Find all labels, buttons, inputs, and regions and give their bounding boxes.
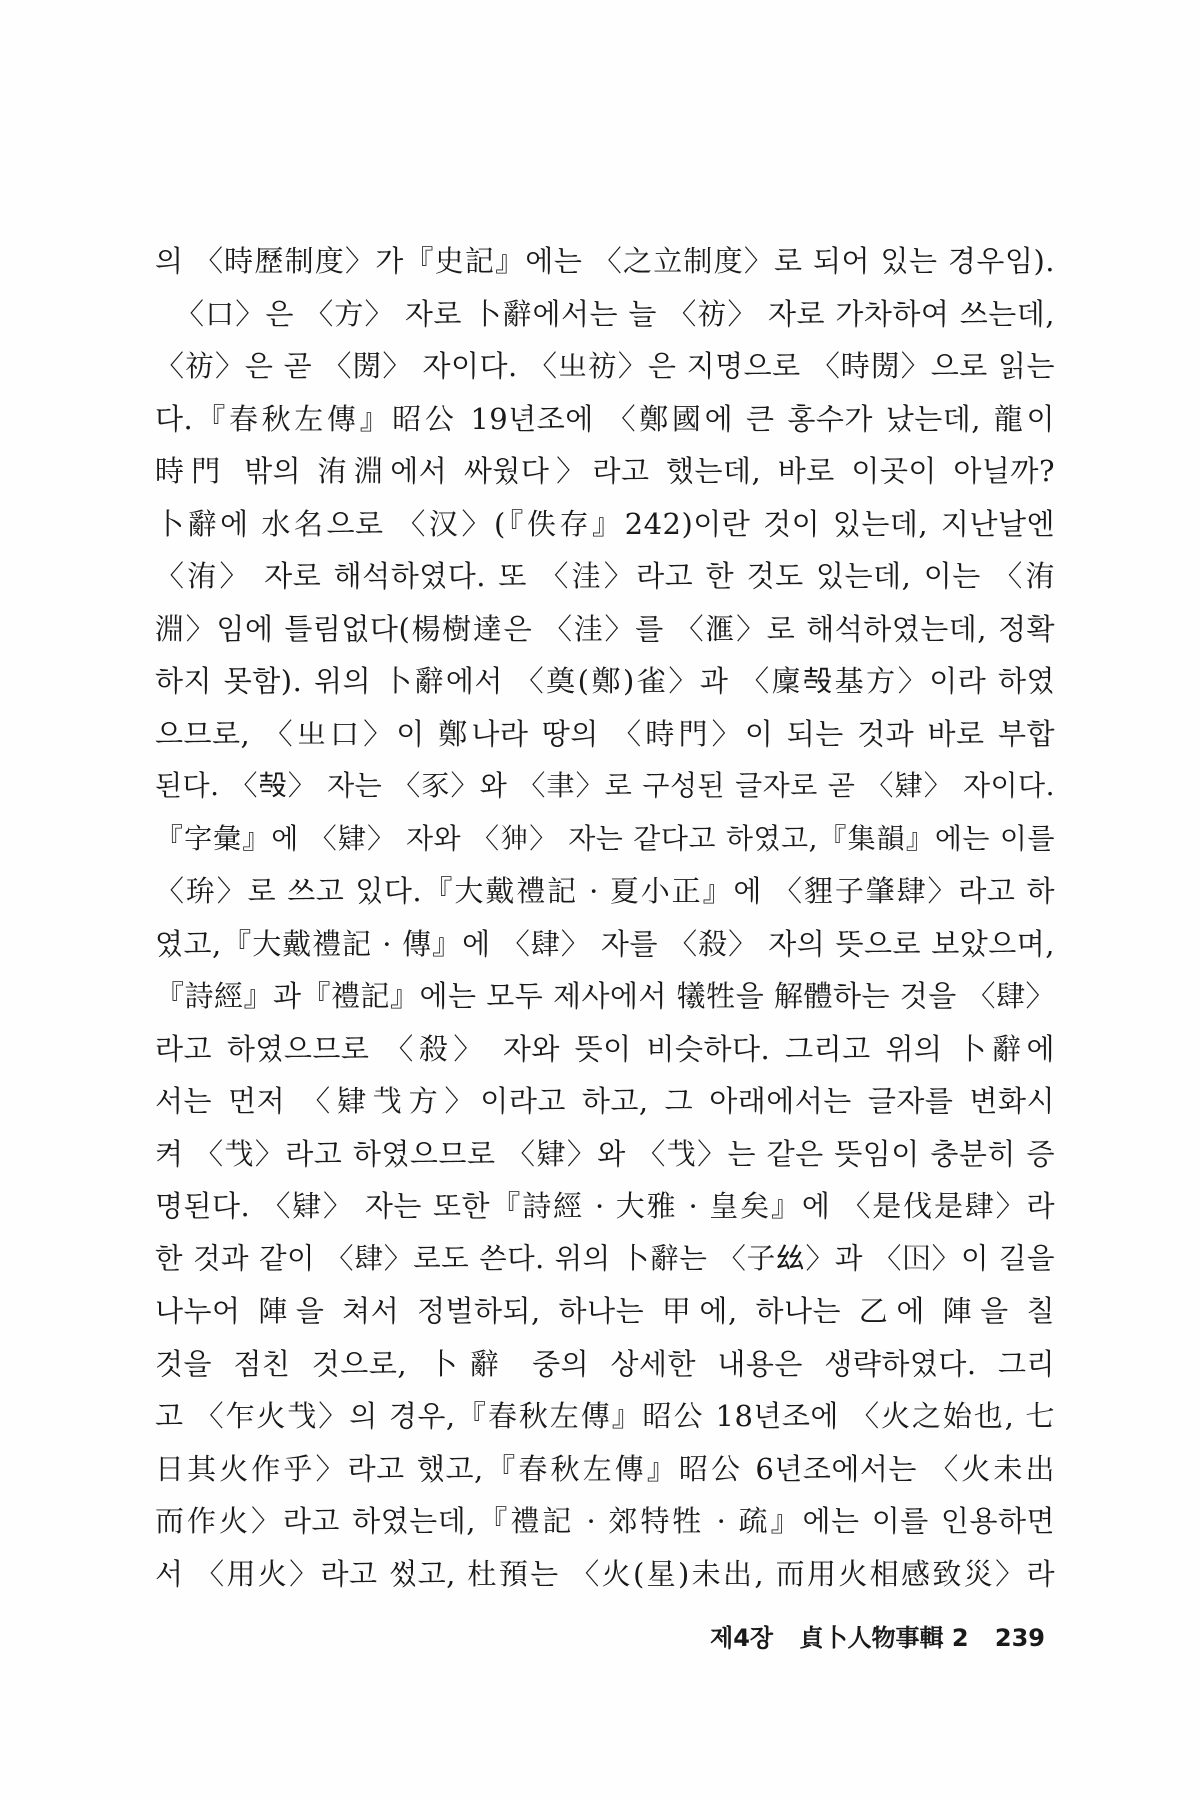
text-line: 하지 못함). 위의 卜辭에서 〈奠(鄭)雀〉과 〈廩𣪊基方〉이라 하였 [155,664,1055,698]
chapter-label: 제4장 [710,1624,774,1652]
text-line: 〈祊〉은 곧 〈閍〉 자이다. 〈㞢祊〉은 지명으로 〈時閍〉으로 읽는 [155,349,1055,383]
text-line: 다.『春秋左傳』昭公 19년조에 〈鄭國에 큰 홍수가 났는데, 龍이 [155,401,1055,436]
text-line: 것을 점친 것으로, 卜辭 중의 상세한 내용은 생략하였다. 그리 [155,1346,1055,1381]
text-line: 서는 먼저 〈肄𢦏方〉이라고 하고, 그 아래에서는 글자를 변화시 [155,1084,1055,1118]
text-line: 의 〈時歷制度〉가『史記』에는 〈之立制度〉로 되어 있는 경우임). [155,244,1055,278]
text-line: 였고,『大戴禮記 · 傳』에 〈肆〉 자를 〈殺〉 자의 뜻으로 보았으며, [155,926,1055,961]
text-line: 된다. 〈𣪊〉 자는 〈豕〉와 〈聿〉로 구성된 글자로 곧 〈肄〉 자이다. [155,769,1055,802]
text-line: 淵〉임에 틀림없다(楊樹達은 〈洼〉를 〈滙〉로 해석하였는데, 정확 [155,611,1055,646]
text-line: 〈口〉은 〈方〉 자로 卜辭에서는 늘 〈祊〉 자로 가차하여 쓰는데, [175,296,1055,331]
text-line: 〈㺹〉로 쓰고 있다.『大戴禮記 · 夏小正』에 〈貍子肇肆〉라고 하 [155,874,1055,908]
page-number: 239 [994,1624,1045,1652]
text-line: 〈洧〉 자로 해석하였다. 또 〈洼〉라고 한 것도 있는데, 이는 〈洧 [155,559,1055,593]
text-line: 고 〈乍火𢦏〉의 경우,『春秋左傳』昭公 18년조에 〈火之始也, 七 [155,1399,1055,1433]
text-line: 명된다. 〈肄〉 자는 또한『詩經 · 大雅 · 皇矣』에 〈是伐是肆〉라 [155,1189,1055,1223]
text-line: 라고 하였으므로 〈殺〉 자와 뜻이 비슷하다. 그리고 위의 卜辭에 [155,1031,1055,1066]
text-line: 으므로, 〈㞢口〉이 鄭나라 땅의 〈時門〉이 되는 것과 바로 부합 [155,716,1055,751]
running-footer [710,1622,1045,1654]
text-line: 卜辭에 水名으로 〈汉〉(『佚存』242)이란 것이 있는데, 지난날엔 [155,506,1055,541]
chapter-title: 貞卜人物事輯 2 [799,1624,969,1652]
body-text [155,235,1055,1600]
text-line: 『字彙』에 〈肄〉 자와 〈𤝚〉 자는 같다고 하였고,『集韻』에는 이를 [155,821,1055,855]
text-line: 나누어 陣을 쳐서 정벌하되, 하나는 甲에, 하나는 乙에 陣을 칠 [155,1294,1055,1328]
text-line: 日其火作乎〉라고 했고,『春秋左傳』昭公 6년조에서는 〈火未出 [155,1451,1055,1486]
text-line: 서 〈用火〉라고 썼고, 杜預는 〈火(星)未出, 而用火相感致災〉라 [155,1556,1055,1591]
text-line: 而作火〉라고 하였는데,『禮記 · 郊特牲 · 疏』에는 이를 인용하면 [155,1504,1055,1538]
text-line: 한 것과 같이 〈肆〉로도 쓴다. 위의 卜辭는 〈子𢆶〉과 〈𡆥〉이 길을 [155,1241,1055,1275]
text-line: 켜 〈𢦏〉라고 하였으므로 〈肄〉와 〈𢦏〉는 같은 뜻임이 충분히 증 [155,1136,1055,1171]
text-line: 時門 밖의 洧淵에서 싸웠다〉라고 했는데, 바로 이곳이 아닐까? [155,454,1055,488]
text-line: 『詩經』과『禮記』에는 모두 제사에서 犧牲을 解體하는 것을 〈肆〉 [155,979,1056,1013]
